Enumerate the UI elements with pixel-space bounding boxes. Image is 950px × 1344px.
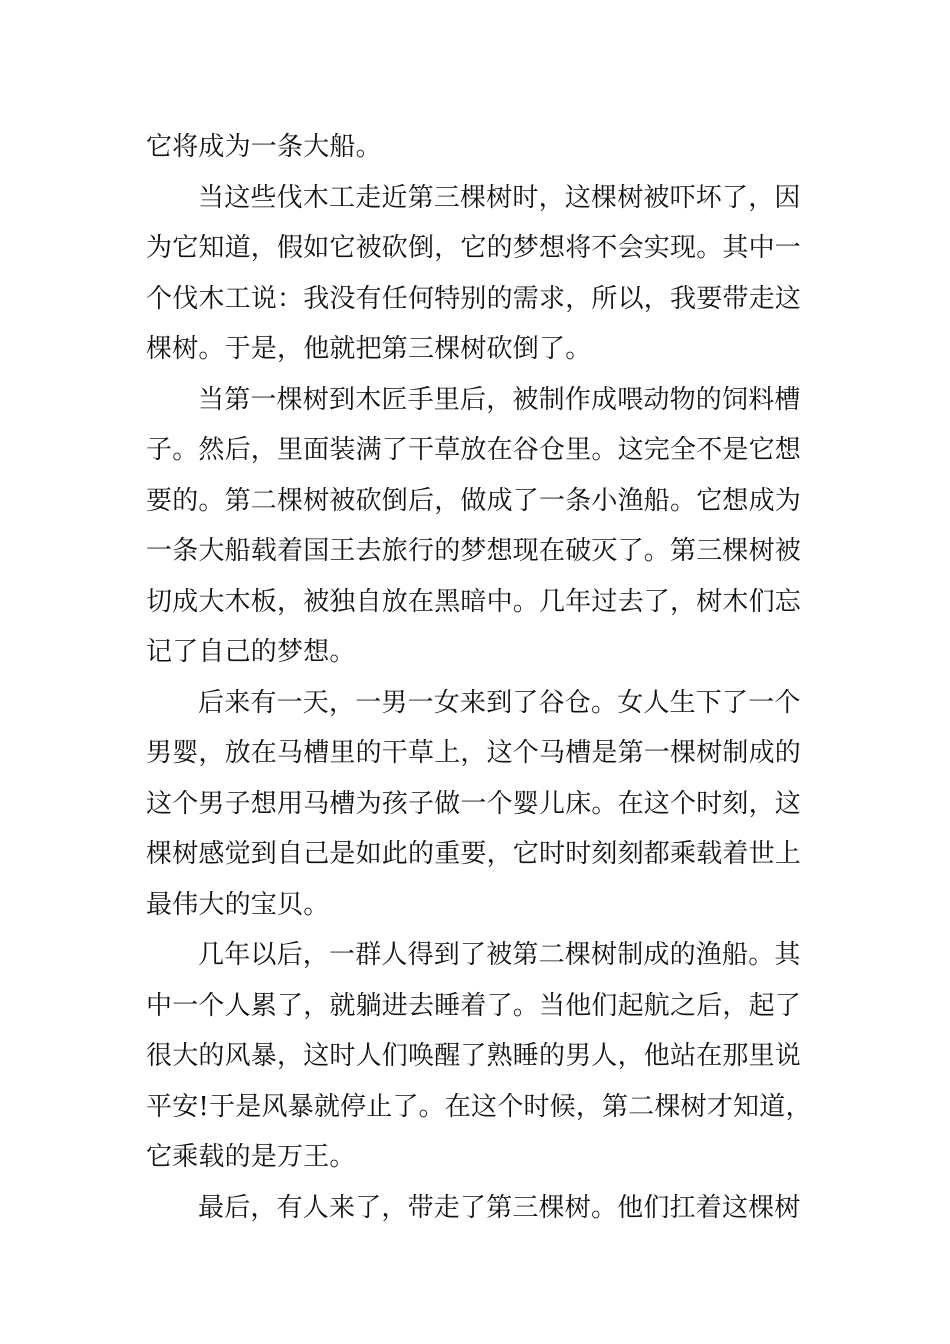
text-line: 当第一棵树到木匠手里后，被制作成喂动物的饲料槽	[198, 384, 801, 415]
paragraph-4	[146, 678, 806, 931]
text-line: 最伟大的宝贝。	[146, 889, 330, 920]
text-line: 几年以后，一群人得到了被第二棵树制成的渔船。其	[198, 940, 801, 970]
text-line: 后来有一天，一男一女来到了谷仓。女人生下了一个	[198, 687, 801, 718]
text-line: 中一个人累了，就躺进去睡着了。当他们起航之后，起了	[146, 990, 802, 1021]
text-line: 切成大木板，被独自放在黑暗中。几年过去了，树木们忘	[146, 586, 802, 617]
paragraph-2	[146, 173, 806, 375]
text-line: 子。然后，里面装满了干草放在谷仓里。这完全不是它想	[146, 435, 802, 465]
text-line: 平安!于是风暴就停止了。在这个时候，第二棵树才知道，	[146, 1091, 812, 1122]
text-line: 它将成为一条大船。	[146, 132, 382, 162]
paragraph-3	[146, 375, 806, 678]
paragraph-1	[146, 122, 806, 173]
text-line: 当这些伐木工走近第三棵树时，这棵树被吓坏了，因	[198, 182, 801, 213]
text-line: 记了自己的梦想。	[146, 637, 356, 667]
text-line: 一条大船载着国王去旅行的梦想现在破灭了。第三棵树被	[146, 536, 802, 566]
text-line: 要的。第二棵树被砍倒后，做成了一条小渔船。它想成为	[146, 485, 802, 516]
text-line: 最后，有人来了，带走了第三棵树。他们扛着这棵树	[198, 1192, 801, 1223]
paragraph-5	[146, 930, 812, 1183]
text-line: 棵树。于是，他就把第三棵树砍倒了。	[146, 334, 592, 364]
text-line: 很大的风暴，这时人们唤醒了熟睡的男人，他站在那里说	[146, 1041, 802, 1071]
text-line: 男婴，放在马槽里的干草上，这个马槽是第一棵树制成的	[146, 738, 802, 768]
text-line: 为它知道，假如它被砍倒，它的梦想将不会实现。其中一	[146, 233, 802, 263]
text-line: 棵树感觉到自己是如此的重要，它时时刻刻都乘载着世上	[146, 839, 802, 869]
text-line: 它乘载的是万王。	[146, 1142, 356, 1172]
document-body	[146, 122, 812, 1233]
text-line: 这个男子想用马槽为孩子做一个婴儿床。在这个时刻，这	[146, 788, 802, 819]
text-line: 个伐木工说：我没有任何特别的需求，所以，我要带走这	[146, 283, 802, 314]
paragraph-6	[146, 1183, 806, 1234]
